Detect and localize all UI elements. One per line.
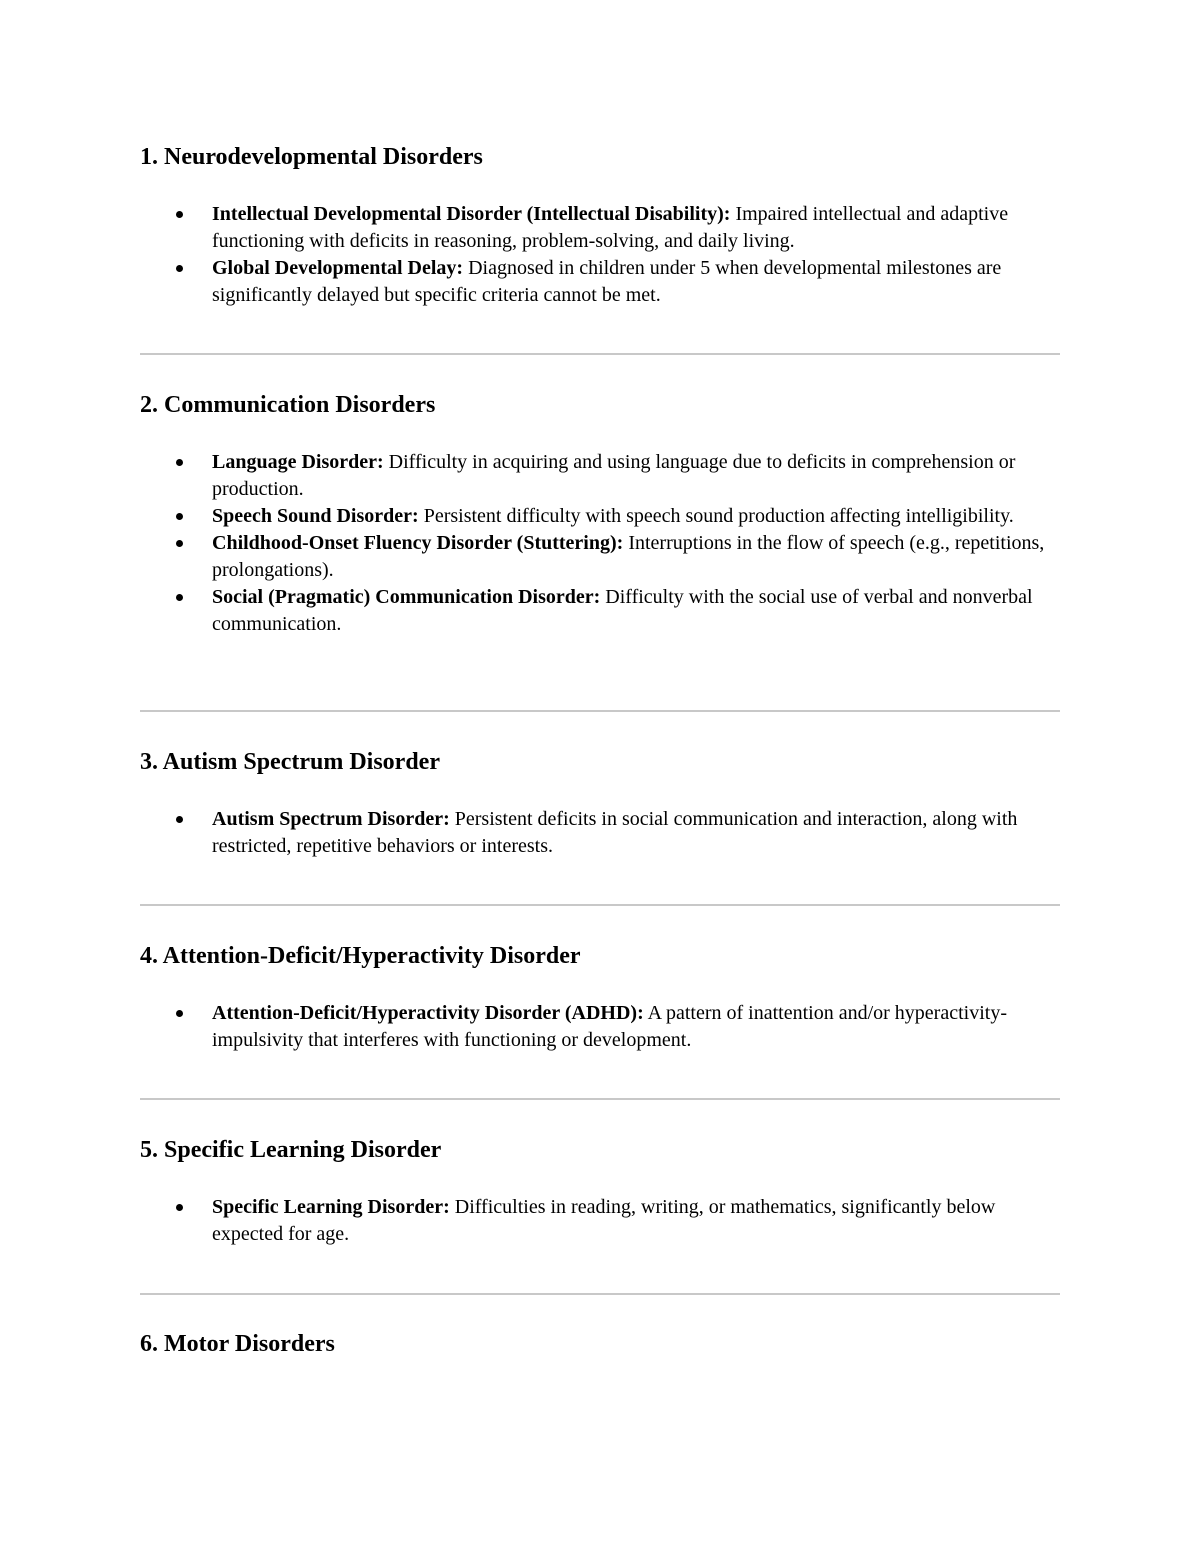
section-adhd	[140, 941, 1060, 1054]
term-label: Social (Pragmatic) Communication Disorder:	[212, 586, 601, 608]
term-description: Interruptions in the flow of speech (e.g., repetitions, prolongations).	[212, 532, 1045, 581]
term-description: Impaired intellectual and adaptive functioning with deficits in reasoning, problem-solving, and daily living.	[212, 203, 1009, 252]
list-item	[140, 806, 1060, 860]
term-description: Difficulties in reading, writing, or mathematics, significantly below expected for age.	[212, 1196, 996, 1245]
list-item	[140, 1194, 1060, 1248]
list-item	[140, 449, 1060, 503]
section-heading: 4. Attention-Deficit/Hyperactivity Disorder	[140, 943, 581, 969]
list-item	[140, 530, 1060, 584]
horizontal-rule	[140, 1098, 1060, 1100]
term-label: Speech Sound Disorder:	[212, 505, 419, 527]
list-item	[140, 201, 1060, 255]
bullet-icon	[176, 816, 183, 823]
term-label: Childhood-Onset Fluency Disorder (Stuttering):	[212, 532, 624, 554]
section-motor	[140, 1329, 1060, 1359]
section-heading: 6. Motor Disorders	[140, 1331, 335, 1357]
term-description: A pattern of inattention and/or hyperactivity-impulsivity that interferes with functioning or development.	[212, 1002, 1007, 1051]
bullet-icon	[176, 211, 183, 218]
horizontal-rule	[140, 353, 1060, 355]
term-label: Language Disorder:	[212, 451, 384, 473]
horizontal-rule	[140, 1293, 1060, 1295]
bullet-list	[140, 201, 1060, 309]
horizontal-rule	[140, 710, 1060, 712]
bullet-icon	[176, 594, 183, 601]
term-description: Diagnosed in children under 5 when developmental milestones are significantly delayed but specific criteria cannot be met.	[212, 257, 1002, 306]
bullet-list	[140, 449, 1060, 638]
bullet-icon	[176, 1010, 183, 1017]
bullet-icon	[176, 540, 183, 547]
bullet-icon	[176, 265, 183, 272]
section-specific-learning	[140, 1135, 1060, 1248]
list-item	[140, 503, 1060, 530]
list-item	[140, 255, 1060, 309]
section-neurodevelopmental	[140, 142, 1060, 309]
term-label: Autism Spectrum Disorder:	[212, 808, 450, 830]
horizontal-rule	[140, 904, 1060, 906]
term-label: Specific Learning Disorder:	[212, 1196, 450, 1218]
bullet-list	[140, 806, 1060, 860]
bullet-list	[140, 1000, 1060, 1054]
bullet-icon	[176, 513, 183, 520]
term-description: Persistent deficits in social communication and interaction, along with restricted, repetitive behaviors or interests.	[212, 808, 1018, 857]
bullet-icon	[176, 459, 183, 466]
section-autism	[140, 747, 1060, 860]
term-label: Global Developmental Delay:	[212, 257, 464, 279]
term-label: Attention-Deficit/Hyperactivity Disorder (ADHD):	[212, 1002, 644, 1024]
section-heading: 3. Autism Spectrum Disorder	[140, 749, 440, 775]
bullet-icon	[176, 1204, 183, 1211]
list-item	[140, 1000, 1060, 1054]
section-communication	[140, 390, 1060, 638]
list-item	[140, 584, 1060, 638]
section-heading: 5. Specific Learning Disorder	[140, 1137, 442, 1163]
term-label: Intellectual Developmental Disorder (Intellectual Disability):	[212, 203, 731, 225]
section-heading: 1. Neurodevelopmental Disorders	[140, 144, 483, 170]
term-description: Difficulty with the social use of verbal and nonverbal communication.	[212, 586, 1033, 635]
term-description: Difficulty in acquiring and using language due to deficits in comprehension or production.	[212, 451, 1016, 500]
bullet-list	[140, 1194, 1060, 1248]
term-description: Persistent difficulty with speech sound production affecting intelligibility.	[418, 505, 1014, 527]
section-heading: 2. Communication Disorders	[140, 392, 436, 418]
